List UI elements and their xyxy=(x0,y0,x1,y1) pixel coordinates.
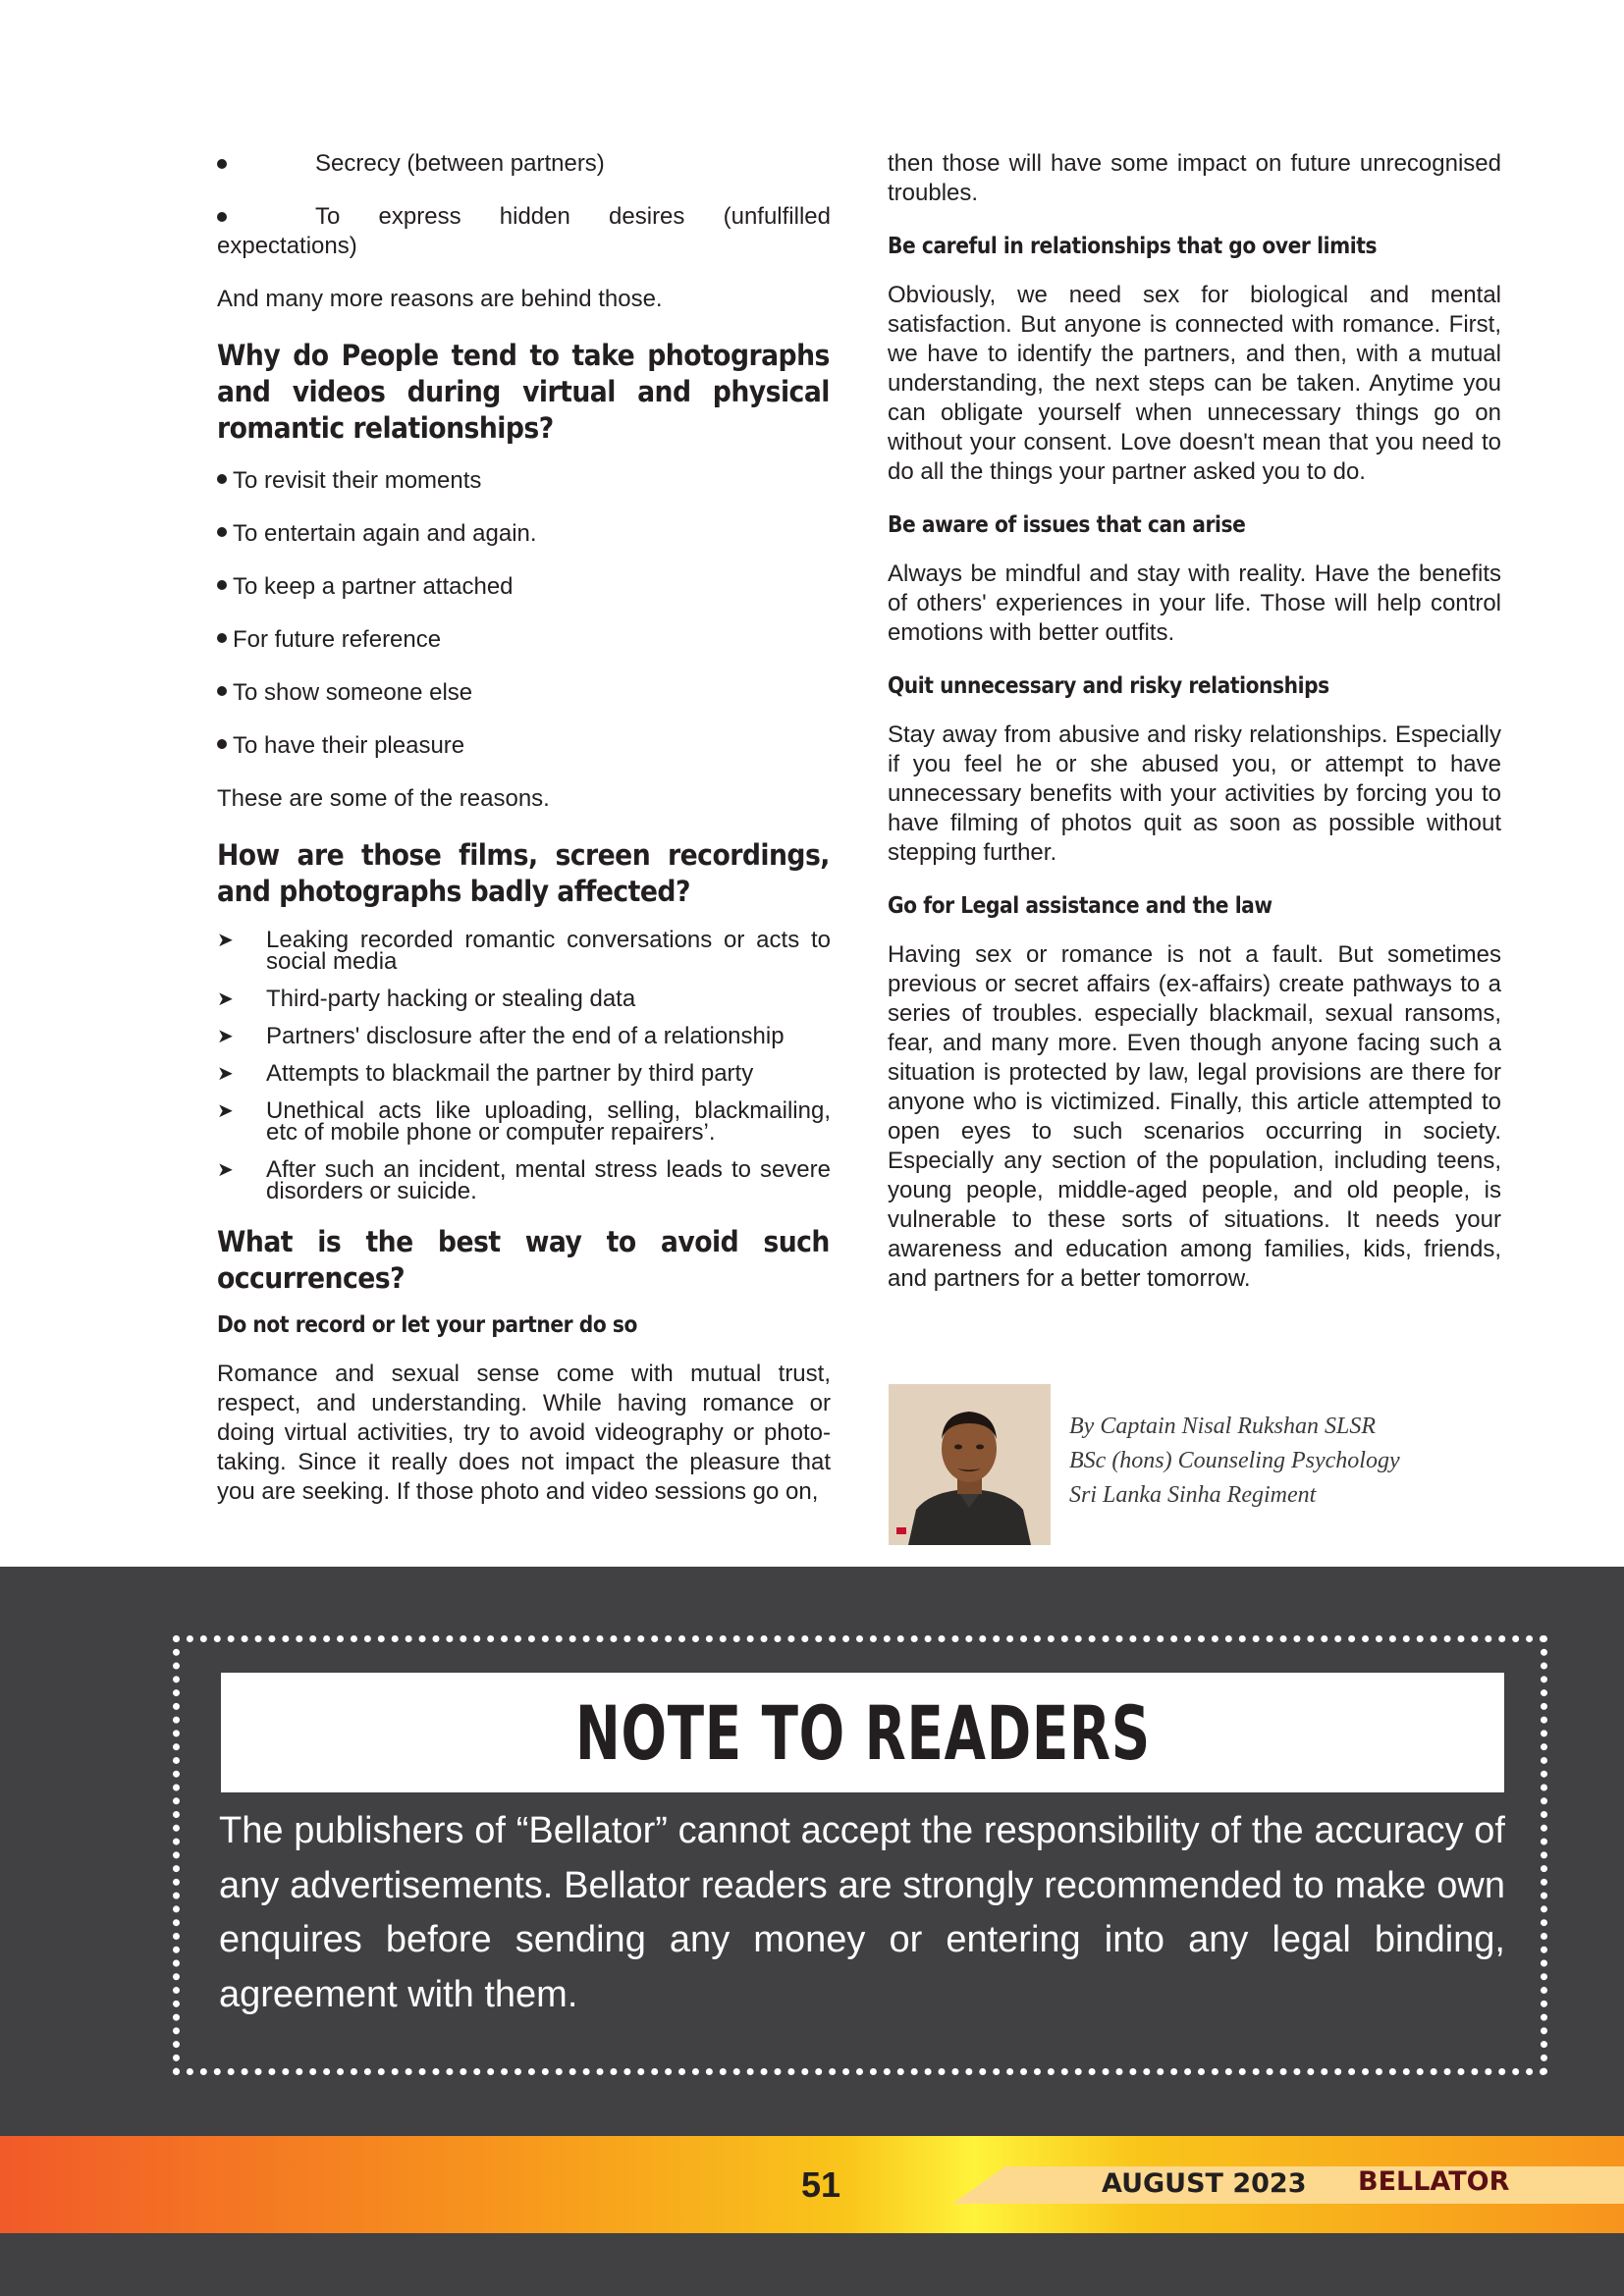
author-regiment: Sri Lanka Sinha Regiment xyxy=(1069,1482,1317,1508)
list-item: To keep a partner attached xyxy=(217,572,831,602)
list-item: For future reference xyxy=(217,625,831,655)
author-credit xyxy=(1069,1410,1400,1513)
arrow-bullet-icon: ➤ xyxy=(217,1100,234,1122)
list-item: To express hidden desires (unfulfilled expectations) xyxy=(217,203,831,259)
heading-best-way: What is the best way to avoid such occurrences? xyxy=(217,1225,830,1295)
heading-why: Why do People tend to take photographs and videos during virtual and physical romantic relationships? xyxy=(217,339,830,445)
bullet-icon xyxy=(217,633,227,643)
reasons-text: And many more reasons are behind those. xyxy=(217,286,663,312)
subheading-aware: Be aware of issues that can arise xyxy=(888,512,1246,538)
bullet-icon xyxy=(217,686,227,696)
arrow-bullet-icon: ➤ xyxy=(217,1026,234,1047)
magazine-name: BELLATOR xyxy=(1358,2166,1510,2197)
some-reasons-text: These are some of the reasons. xyxy=(217,785,550,812)
list-item: ➤ After such an incident, mental stress leads to severe disorders or suicide. xyxy=(217,1156,831,1204)
record-paragraph: Romance and sexual sense come with mutual trust, respect, and understanding. While having romance or doing virtual activities, try to avoid videography or photo-taking. Since it really does not impact the pleasure that you are seeking. If those photo and video sessions go on, xyxy=(217,1361,831,1505)
list-item: ➤ Attempts to blackmail the partner by third party xyxy=(217,1060,754,1087)
note-body: The publishers of “Bellator” cannot accept the responsibility of the accuracy of any advertisements. Bellator readers are strongly recommended to make own enquires before sending any money or entering into any legal binding, agreement with them. xyxy=(219,1810,1505,2015)
author-name: By Captain Nisal Rukshan SLSR xyxy=(1069,1414,1376,1439)
arrow-bullet-icon: ➤ xyxy=(217,988,234,1010)
right-column xyxy=(888,149,1501,1294)
list-item: To entertain again and again. xyxy=(217,519,831,549)
author-degree: BSc (hons) Counseling Psychology xyxy=(1069,1448,1400,1473)
subheading-legal: Go for Legal assistance and the law xyxy=(888,893,1272,919)
list-item: To show someone else xyxy=(217,678,831,708)
quit-paragraph: Stay away from abusive and risky relationships. Especially if you feel he or she abused you, or attempt to have unnecessary benefits with your activities by forcing you to have filming of photos quit as soon as possible without stepping further. xyxy=(888,721,1501,866)
bullet-icon xyxy=(217,474,227,484)
careful-paragraph: Obviously, we need sex for biological and mental satisfaction. But anyone is connected with romance. First, we have to identify the partners, and then, with a mutual understanding, the next steps can be taken. Anytime you can obligate yourself when unnecessary things go on without your consent. Love doesn't mean that you need to do all the things your partner asked you to do. xyxy=(888,282,1501,485)
left-column xyxy=(217,149,831,1507)
list-item: Secrecy (between partners) xyxy=(217,149,831,179)
bullet-icon xyxy=(217,159,227,169)
subheading-quit: Quit unnecessary and risky relationships xyxy=(888,673,1329,699)
bullet-icon xyxy=(217,212,227,222)
issue-date: AUGUST 2023 xyxy=(1102,2168,1307,2199)
continuation-paragraph: then those will have some impact on future unrecognised troubles. xyxy=(888,150,1501,206)
note-title-box xyxy=(221,1673,1504,1792)
list-item: ➤ Unethical acts like uploading, selling, blackmailing, etc of mobile phone or computer repairers’. xyxy=(217,1097,831,1146)
list-item: ➤ Third-party hacking or stealing data xyxy=(217,986,636,1012)
list-item: ➤ Leaking recorded romantic conversations or acts to social media xyxy=(217,927,831,975)
author-photo xyxy=(889,1384,1051,1545)
bullet-icon xyxy=(217,580,227,590)
arrow-bullet-icon: ➤ xyxy=(217,1063,234,1085)
list-item: ➤ Partners' disclosure after the end of a relationship xyxy=(217,1023,785,1049)
subheading-do-not-record: Do not record or let your partner do so xyxy=(217,1312,637,1338)
heading-how: How are those films, screen recordings, and photographs badly affected? xyxy=(217,838,830,908)
page-number: 51 xyxy=(800,2164,841,2205)
subheading-careful: Be careful in relationships that go over limits xyxy=(888,234,1378,259)
arrow-bullet-icon: ➤ xyxy=(217,930,234,951)
list-item: To have their pleasure xyxy=(217,731,831,761)
legal-paragraph: Having sex or romance is not a fault. But sometimes previous or secret affairs (ex-affairs) create pathways to a series of troubles. especially blackmail, sexual ransoms, fear, and many more. Even though anyone facing such a situation is protected by law, legal provisions are there for anyone who is victimized. Finally, this article attempted to open eyes to such scenarios occurring in society. Especially any section of the population, including teens, young people, middle-aged people, and old people, is vulnerable to these sorts of situations. It needs your awareness and education among families, kids, friends, and partners for a better tomorrow. xyxy=(888,941,1501,1292)
note-title: NOTE TO READERS xyxy=(574,1688,1151,1777)
list-item: To revisit their moments xyxy=(217,466,831,496)
bullet-icon xyxy=(217,527,227,537)
author-block xyxy=(889,1384,1478,1545)
bullet-icon xyxy=(217,739,227,749)
arrow-bullet-icon: ➤ xyxy=(217,1159,234,1181)
effects-list xyxy=(217,927,831,1204)
author-portrait-icon xyxy=(889,1384,1051,1545)
aware-paragraph: Always be mindful and stay with reality. Have the benefits of others' experiences in your life. Those will help control emotions with better outfits. xyxy=(888,561,1501,646)
